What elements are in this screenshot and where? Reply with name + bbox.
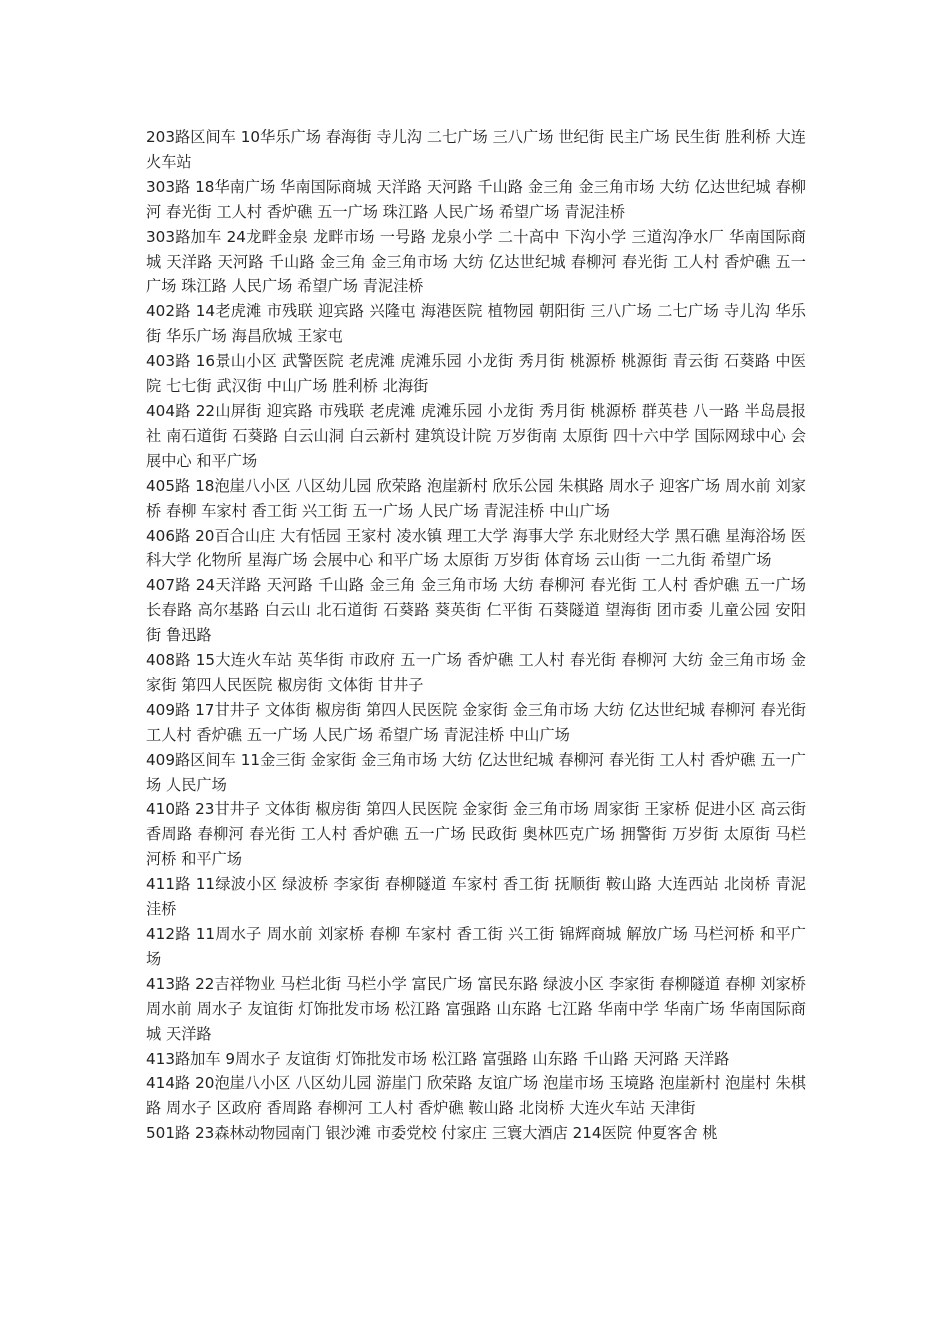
route-406: 406路 20百合山庄 大有恬园 王家村 凌水镇 理工大学 海事大学 东北财经大学 黑石礁 星海浴场 医科大学 化物所 星海广场 会展中心 和平广场 太原街 万岁街 体育场 云山街 一二九街 希望广场 — [146, 526, 806, 570]
document-body — [146, 125, 806, 1146]
route-412: 412路 11周水子 周水前 刘家桥 春柳 车家村 香工街 兴工街 锦辉商城 解放广场 马栏河桥 和平广场 — [146, 925, 806, 968]
route-409: 409路 17甘井子 文体街 椒房街 第四人民医院 金家街 金三角市场 大纺 亿达世纪城 春柳河 春光街 工人村 香炉礁 五一广场 人民广场 希望广场 青泥洼桥 中山广场 — [146, 700, 806, 744]
route-303-extra: 303路加车 24龙畔金泉 龙畔市场 一号路 龙泉小学 二十高中 下沟小学 三道沟净水厂 华南国际商城 天洋路 天河路 千山路 金三角 金三角市场 大纺 亿达世纪城 春柳河 春光街 工人村 香炉礁 五一广场 珠江路 人民广场 希望广场 青泥洼桥 — [146, 227, 806, 296]
route-414: 414路 20泡崖八小区 八区幼儿园 游崖门 欣荣路 友谊广场 泡崖市场 玉境路 泡崖新村 泡崖村 朱棋路 周水子 区政府 香周路 春柳河 工人村 香炉礁 鞍山路 北岗桥 大连火车站 天津街 — [146, 1074, 806, 1118]
route-413-extra: 413路加车 9周水子 友谊街 灯饰批发市场 松江路 富强路 山东路 千山路 天河路 天洋路 — [146, 1049, 730, 1068]
route-411: 411路 11绿波小区 绿波桥 李家街 春柳隧道 车家村 香工街 抚顺街 鞍山路 大连西站 北岗桥 青泥洼桥 — [146, 875, 806, 919]
route-405: 405路 18泡崖八小区 八区幼儿园 欣荣路 泡崖新村 欣乐公园 朱棋路 周水子 迎客广场 周水前 刘家桥 春柳 车家村 香工街 兴工街 五一广场 人民广场 青泥洼桥 中山广场 — [146, 476, 806, 520]
route-409-shuttle: 409路区间车 11金三街 金家街 金三角市场 大纺 亿达世纪城 春柳河 春光街 工人村 香炉礁 五一广场 人民广场 — [146, 750, 806, 794]
route-203-shuttle: 203路区间车 10华乐广场 春海街 寺儿沟 二七广场 三八广场 世纪街 民主广场 民生街 胜利桥 大连火车站 — [146, 128, 806, 171]
route-407: 407路 24天洋路 天河路 千山路 金三角 金三角市场 大纺 春柳河 春光街 工人村 香炉礁 五一广场 长春路 高尔基路 白云山 北石道街 石葵路 葵英街 仁平街 石葵隧道 望海街 团市委 儿童公园 安阳街 鲁迅路 — [146, 576, 806, 645]
route-402: 402路 14老虎滩 市残联 迎宾路 兴隆屯 海港医院 植物园 朝阳街 三八广场 二七广场 寺儿沟 华乐街 华乐广场 海昌欣城 王家屯 — [146, 302, 806, 346]
route-403: 403路 16景山小区 武警医院 老虎滩 虎滩乐园 小龙街 秀月街 桃源桥 桃源街 青云街 石葵路 中医院 七七街 武汉街 中山广场 胜利桥 北海街 — [146, 352, 806, 396]
route-410: 410路 23甘井子 文体街 椒房街 第四人民医院 金家街 金三角市场 周家街 王家桥 促进小区 高云街 香周路 春柳河 春光街 工人村 香炉礁 五一广场 民政街 奥林匹克广场 拥警街 万岁街 太原街 马栏河桥 和平广场 — [146, 800, 806, 869]
route-303: 303路 18华南广场 华南国际商城 天洋路 天河路 千山路 金三角 金三角市场 大纺 亿达世纪城 春柳河 春光街 工人村 香炉礁 五一广场 珠江路 人民广场 希望广场 青泥洼桥 — [146, 177, 806, 221]
route-404: 404路 22山屏街 迎宾路 市残联 老虎滩 虎滩乐园 小龙街 秀月街 桃源桥 群英巷 八一路 半岛晨报社 南石道街 石葵路 白云山洞 白云新村 建筑设计院 万岁街南 太原街 四十六中学 国际网球中心 会展中心 和平广场 — [146, 401, 806, 470]
route-408: 408路 15大连火车站 英华街 市政府 五一广场 香炉礁 工人村 春光街 春柳河 大纺 金三角市场 金家街 第四人民医院 椒房街 文体街 甘井子 — [146, 651, 806, 694]
route-501: 501路 23森林动物园南门 银沙滩 市委党校 付家庄 三寰大酒店 214医院 仲夏客舍 桃 — [146, 1124, 718, 1143]
route-413: 413路 22吉祥物业 马栏北街 马栏小学 富民广场 富民东路 绿波小区 李家街 春柳隧道 春柳 刘家桥 周水前 周水子 友谊街 灯饰批发市场 松江路 富强路 山东路 七江路 华南中学 华南广场 华南国际商城 天洋路 — [146, 974, 806, 1043]
